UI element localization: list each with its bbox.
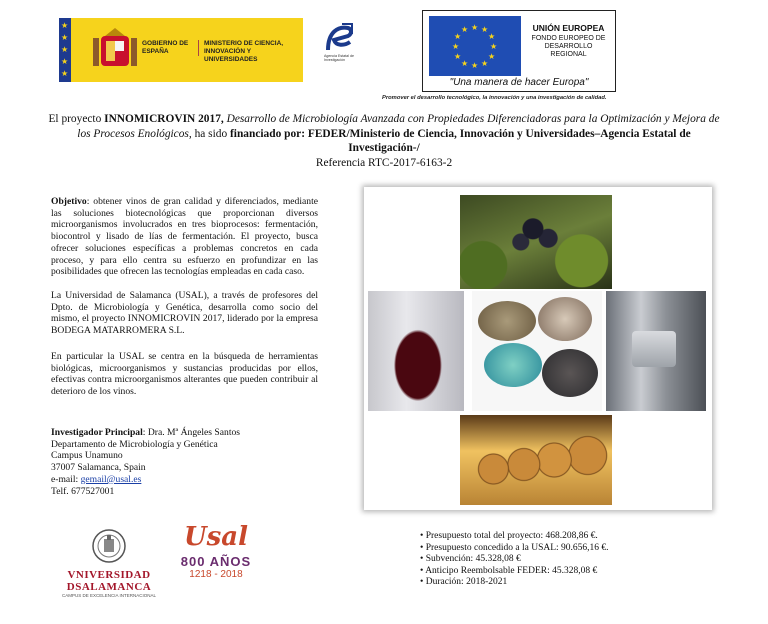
svg-text:★: ★ — [490, 42, 498, 51]
project-name: INNOMICROVIN 2017, — [104, 113, 224, 125]
budget-item: • Subvención: 45.328,08 € — [420, 554, 740, 566]
usal-800-logo — [176, 520, 256, 610]
investigator-label: Investigador Principal — [51, 427, 143, 438]
petri-dish — [484, 343, 542, 387]
project-title: Desarrollo de Microbiología Avanzada con Propiedades Diferenciadoras para la Optimización y Mejora de los Procesos Enológicos, — [77, 113, 720, 140]
petri-dish — [538, 297, 592, 341]
budget-list — [420, 531, 740, 589]
svg-text:★: ★ — [454, 52, 462, 61]
svg-text:★: ★ — [471, 61, 479, 70]
aei-e-icon — [322, 22, 356, 54]
usal-800-years: 1218 - 2018 — [189, 569, 243, 580]
svg-text:★: ★ — [471, 23, 479, 32]
svg-text:★: ★ — [488, 32, 496, 41]
usal-name-line2: DSALAMANCA — [66, 581, 152, 593]
svg-text:★: ★ — [461, 25, 469, 34]
investigator-name: : Dra. Mª Ángeles Santos — [142, 427, 241, 438]
intro-lead: El proyecto — [48, 113, 105, 125]
intro-mid: ha sido — [191, 127, 231, 140]
department: Departamento de Microbiología y Genética — [51, 438, 218, 450]
phone: Telf. 677527001 — [51, 485, 115, 497]
budget-item: • Presupuesto total del proyecto: 468.208,86 €. — [420, 531, 740, 543]
aei-caption: Agencia Estatal de Investigación — [324, 54, 354, 62]
email-link[interactable]: gemail@usal.es — [80, 473, 142, 485]
usal-logo — [59, 528, 159, 608]
steel-tank-photo — [606, 291, 706, 411]
star-icon: ★ — [61, 45, 69, 54]
star-icon: ★ — [61, 21, 69, 30]
petri-dish — [542, 349, 598, 397]
star-icon: ★ — [61, 69, 69, 78]
usal-tagline: CAMPUS DE EXCELENCIA INTERNACIONAL — [61, 593, 157, 598]
financed-label: financiado por — [230, 127, 302, 140]
intro-paragraph — [44, 112, 724, 170]
reference: Referencia RTC-2017-6163-2 — [315, 156, 453, 169]
usal-800-mark: Usal — [183, 522, 249, 552]
objective-paragraph — [51, 196, 318, 278]
email-label: e-mail: — [51, 473, 81, 485]
ministry-text: MINISTERIO DE CIENCIA, INNOVACIÓN Y UNIVERSIDADES — [204, 40, 284, 63]
svg-text:★: ★ — [452, 42, 460, 51]
eu-promo-text: Promover el desarrollo tecnológico, la innovación y una investigación de calidad. — [382, 95, 607, 101]
star-icon: ★ — [61, 33, 69, 42]
grapes-photo — [460, 195, 612, 289]
eu-fund-name: FONDO EUROPEO DE DESARROLLO REGIONAL — [531, 35, 606, 58]
usal-seal-icon — [91, 528, 127, 564]
eu-slogan: "Una manera de hacer Europa" — [449, 77, 589, 88]
funder: : FEDER/Ministerio de Ciencia, Innovación y Universidades–Agencia Estatal de Investigación-/ — [301, 127, 691, 154]
eu-stars-icon — [429, 16, 521, 76]
petri-dishes-photo — [472, 291, 602, 411]
budget-item: • Duración: 2018-2021 — [420, 577, 740, 589]
objective-text: : obtener vinos de gran calidad y diferenciados, mediante las soluciones biotecnológicas que proporcionan diversos microorganismos involucrados en tres bioprocesos: fermentación, biocontrol y lisado de lías de fermentación. El proyecto, busca ofrecer soluciones específicas a problemas concretos en cada proceso, y para ello centra su esfuerzo en profundizar en las posibilidades que ofrecen las tecnologías empleadas en cada caso. — [51, 196, 318, 278]
usal-focus-paragraph: En particular la USAL se centra en la búsqueda de herramientas biológicas, microorganismos y sustancias producidas por ellos, efectivas contra microorganismos alterantes que pueden contribuir al deterioro de los vinos. — [51, 351, 318, 398]
usal-paragraph: La Universidad de Salamanca (USAL), a través de profesores del Dpto. de Microbiología y Genética, desarrolla como socio del mismo, el proyecto INNOMICROVIN 2017, liderado por la empresa BODEGA MATARROMERA S.L. — [51, 290, 318, 337]
contact-block — [51, 427, 318, 497]
usal-name — [59, 569, 159, 593]
petri-dish — [478, 301, 536, 341]
objective-label: Objetivo — [51, 196, 87, 207]
government-ministry-logo — [59, 18, 303, 82]
wine-glass-photo — [368, 291, 464, 411]
svg-text:★: ★ — [481, 59, 489, 68]
eu-feder-logo — [422, 10, 616, 92]
coat-of-arms-icon — [93, 26, 137, 74]
star-icon: ★ — [61, 57, 69, 66]
government-text: GOBIERNO DE ESPAÑA — [142, 40, 199, 56]
svg-text:★: ★ — [488, 52, 496, 61]
address: 37007 Salamanca, Spain — [51, 462, 146, 474]
aei-logo — [322, 22, 356, 76]
budget-item: • Anticipo Reembolsable FEDER: 45.328,08 € — [420, 566, 740, 578]
usal-name-line1: VNIVERSIDAD — [67, 569, 151, 581]
svg-text:★: ★ — [481, 25, 489, 34]
eu-title: UNIÓN EUROPEA — [532, 23, 605, 33]
eu-flag-icon — [429, 16, 521, 76]
svg-text:★: ★ — [461, 59, 469, 68]
photo-collage — [364, 187, 712, 510]
campus: Campus Unamuno — [51, 450, 123, 462]
usal-800-anos: 800 AÑOS — [180, 554, 252, 569]
svg-text:★: ★ — [454, 32, 462, 41]
budget-item: • Presupuesto concedido a la USAL: 90.656,16 €. — [420, 543, 740, 555]
wine-barrels-photo — [460, 415, 612, 505]
